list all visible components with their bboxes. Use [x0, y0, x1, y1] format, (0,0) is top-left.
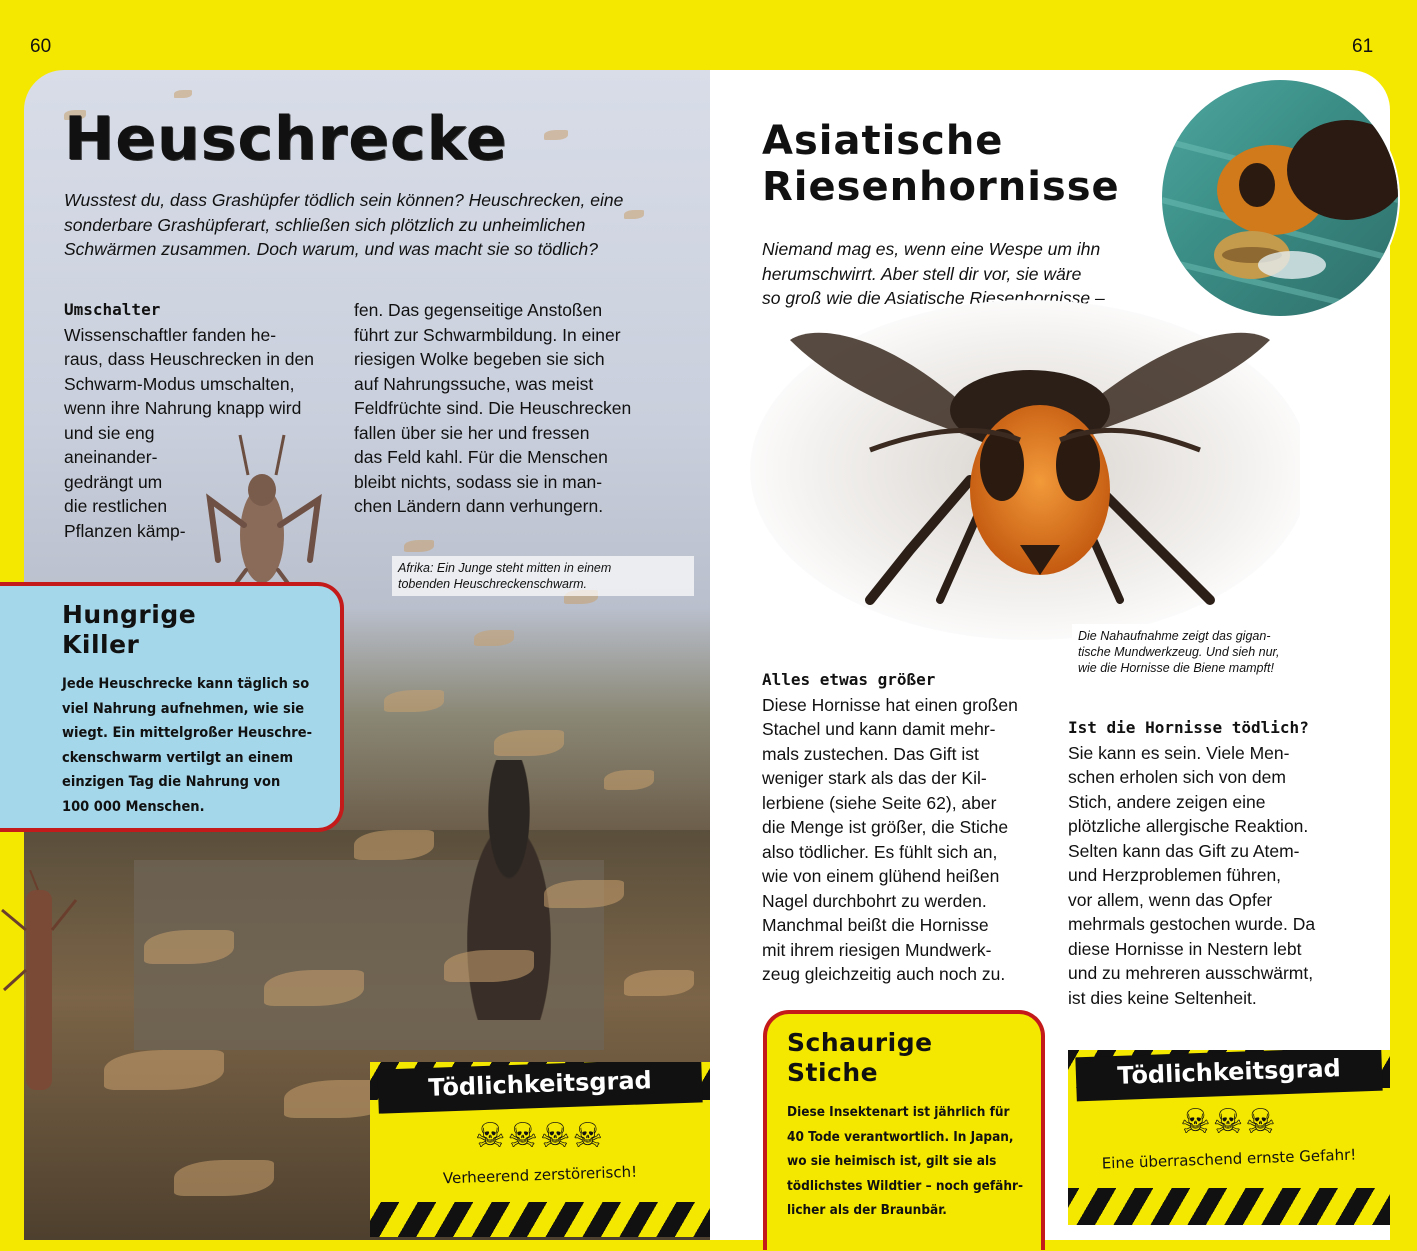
factbox-hungrige-killer: Hungrige Killer Jede Heuschrecke kann täglich so viel Nahrung aufnehmen, wie sie wiegt. Ein mittelgroßer Heuschre- ckenschwarm vertilgt an einem einzigen Tag die Nahrung von 100 000 Menschen. [0, 582, 344, 832]
skull-icon: ☠☠☠☠ [475, 1117, 605, 1155]
hornet-eating-bee-photo [1160, 78, 1400, 318]
deadliness-label: Tödlichkeitsgrad [1116, 1054, 1342, 1090]
photo-caption-right: Die Nahaufnahme zeigt das gigan- tische Mundwerkzeug. Und sieh nur, wie die Hornisse die Biene mampft! [1072, 624, 1354, 680]
photo-caption-left: Afrika: Ein Junge steht mitten in einem tobenden Heuschreckenschwarm. [392, 556, 694, 596]
deadliness-description: Eine überraschend ernste Gefahr! [1101, 1145, 1357, 1173]
intro-text-right: Niemand mag es, wenn eine Wespe um ihn herumschwirrt. Aber stell dir vor, sie wäre so groß wie die Asiatische Riesenhornisse – [762, 239, 1105, 308]
factbox-text: Jede Heuschrecke kann täglich so viel Nahrung aufnehmen, wie sie wiegt. Ein mittelgroßer Heuschre- ckenschwarm vertilgt an einem einzigen Tag die Nahrung von 100 000 Menschen. [62, 676, 312, 815]
section-heading-toedlich: Ist die Hornisse tödlich? [1068, 718, 1309, 737]
deadliness-description: Verheerend zerstörerisch! [442, 1162, 638, 1188]
page-number-left: 60 [30, 36, 52, 57]
section-heading-alles-groesser: Alles etwas größer [762, 670, 936, 689]
page-number-right: 61 [1352, 36, 1374, 57]
stick-insect-illustration [0, 870, 80, 1100]
section-heading-umschalter: Umschalter [64, 300, 161, 319]
text-column-3: Alles etwas größer Diese Hornisse hat einen großen Stachel und kann damit mehr- mals zustechen. Das Gift ist weniger stark als das der Kil- lerbiene (siehe Seite 62), aber die Menge ist größer, die Stiche also tödlicher. Es fühlt sich an, wie von einem glühend heißen Nagel durchbohrt zu werden. Manchmal beißt die Hornisse mit ihrem riesigen Mundwerk- zeug gleichzeitig auch noch zu. [762, 668, 1052, 987]
factbox-schaurige-stiche: Schaurige Stiche Diese Insektenart ist jährlich für 40 Tode verantwortlich. In Japan, wo sie heimisch ist, gilt sie als tödlichstes Wildtier – noch gefähr- licher als der Braunbär. [763, 1010, 1045, 1250]
factbox-text: Diese Insektenart ist jährlich für 40 Tode verantwortlich. In Japan, wo sie heimisch ist, gilt sie als tödlichstes Wildtier – noch gefähr- licher als der Braunbär. [787, 1104, 1024, 1218]
giant-hornet-photo [740, 300, 1300, 640]
deadliness-rating-left [370, 1062, 710, 1237]
deadliness-label: Tödlichkeitsgrad [427, 1066, 653, 1102]
page-title-left: Heuschrecke [64, 104, 508, 174]
text-column-2: fen. Das gegenseitige Anstoßen führt zur Schwarmbildung. In einer riesigen Wolke begeben sie sich auf Nahrungssuche, was meist Feldfrüchte sind. Die Heuschrecken fallen über sie her und fressen das Feld kahl. Für die Menschen bleibt nichts, sodass sie in man- chen Ländern dann verhungern. [354, 300, 632, 516]
skull-icon: ☠☠☠ [1180, 1103, 1278, 1141]
text-column-1: Umschalter Wissenschaftler fanden he- raus, dass Heuschrecken in den Schwarm-Modus umschalten, wenn ihre Nahrung knapp wird und sie eng aneinander- gedrängt um die restlichen Pflanzen kämp- [64, 298, 344, 543]
factbox-title: Hungrige [62, 600, 197, 629]
intro-text-left: Wusstest du, dass Grashüpfer tödlich sein können? Heuschrecken, eine sonderbare Grashüpferart, schließen sich plötzlich zu unheimlichen Schwärmen zusammen. Doch warum, und was macht sie so tödlich? [64, 190, 624, 259]
deadliness-rating-right [1068, 1050, 1390, 1225]
factbox-title: Schaurige [787, 1028, 933, 1057]
text-column-4: Ist die Hornisse tödlich? Sie kann es sein. Viele Men- schen erholen sich von dem Stich, andere zeigen eine plötzliche allergische Reaktion. Selten kann das Gift zu Atem- und Herzproblemen führen, vor allem, wenn das Opfer mehrmals gestochen wurde. Da diese Hornisse in Nestern lebt und zu mehreren ausschwärmt, ist dies keine Seltenheit. [1068, 716, 1368, 1010]
page-title-right: Asiatische Riesenhornisse [762, 118, 1120, 210]
